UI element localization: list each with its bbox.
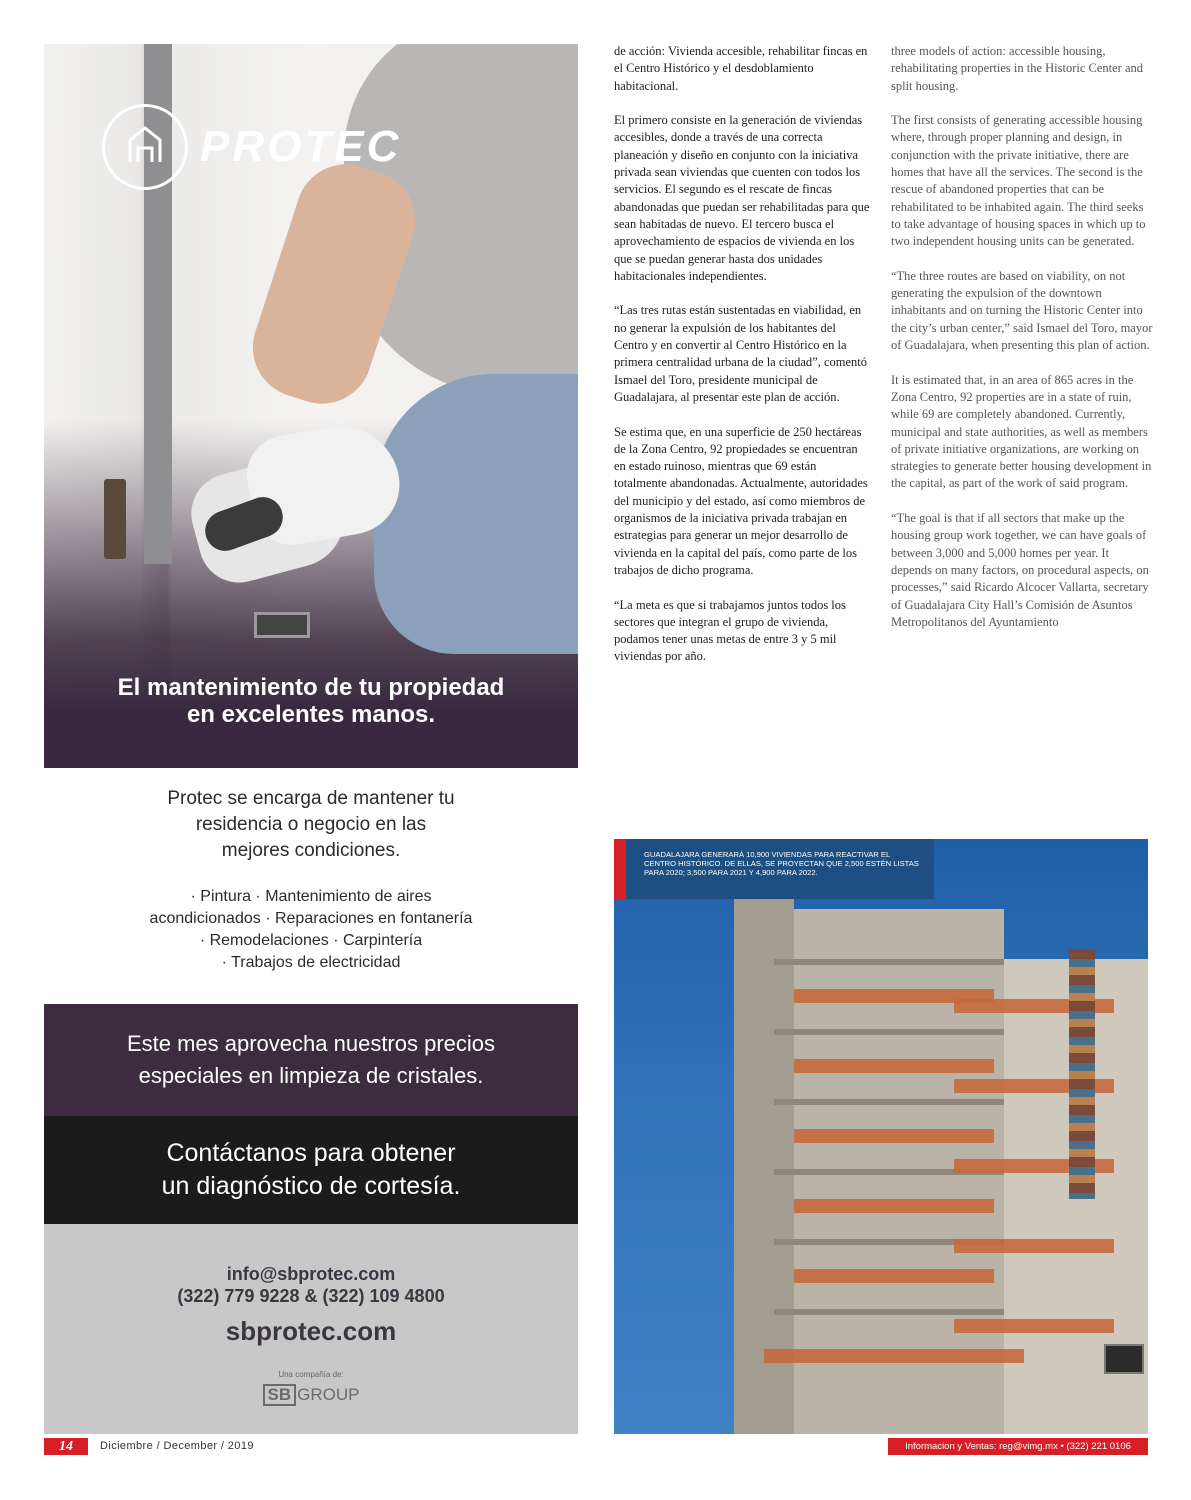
ad-phones: (322) 779 9228 & (322) 109 4800 — [177, 1286, 445, 1306]
protec-logo — [102, 104, 401, 190]
protec-advertisement — [44, 44, 578, 1434]
paragraph: El primero consiste en la generación de viviendas accesibles, donde a través de una correcta planeación y diseño en conjunto con la iniciativa privada sean viviendas que cuenten con todos los servicios. El segundo es el rescate de fincas abandonadas que puedan ser rehabilitadas para que sean habitadas de nuevo. El tercero busca el aprovechamiento de espacios de vivienda en los que se puedan generar hasta dos unidades habitacionales independientes. — [614, 113, 870, 283]
ad-email[interactable]: info@sbprotec.com — [226, 1264, 396, 1284]
issue-date: Diciembre / December / 2019 — [100, 1440, 254, 1452]
ad-intro-text: Protec se encarga de mantener tu residencia o negocio en las mejores condiciones. — [167, 788, 455, 861]
page-number: 14 — [44, 1438, 88, 1455]
paragraph: three models of action: accessible housing, rehabilitating properties in the Historic Center and split housing. — [891, 44, 1144, 93]
sb-group-logo: SB GROUP — [44, 1384, 578, 1406]
ad-cta-band: Contáctanos para obtener un diagnóstico de cortesía. — [44, 1116, 578, 1224]
ad-services-list: · Pintura · Mantenimiento de aires acondicionados · Reparaciones en fontanería · Remodelaciones · Carpintería · Trabajos de electricidad — [149, 888, 473, 971]
photo-caption-box — [614, 839, 934, 899]
article-column-spanish — [614, 43, 872, 683]
brand-name: PROTEC — [200, 122, 402, 171]
paragraph: It is estimated that, in an area of 865 acres in the Zona Centro, 92 properties are in a state of ruin, while 69 are completely abandoned. Currently, municipal and state authorities, as well as members of private initiative organizations, are working on strategies to generate better housing development in the capital, as part of the work of said program. — [891, 372, 1152, 491]
house-logo-icon — [102, 104, 188, 190]
paragraph: Se estima que, en una superficie de 250 hectáreas de la Zona Centro, 92 propiedades se encuentran en estado ruinoso, mientras que 69 están totalmente abandonadas. Actualmente, autoridades del municipio y del estado, así como miembros de organismos de la iniciativa privada trabajan en estrategias para generar un mejor desarrollo de vivienda en la capital del país, como parte de los trabajos de dicho programa. — [614, 424, 868, 577]
photo-caption: GUADALAJARA GENERARÁ 10,900 VIVIENDAS PARA REACTIVAR EL CENTRO HISTÓRICO. DE ELLAS, SE PROYECTAN QUE 2,500 ESTÉN LISTAS PARA 2020; 3,500 PARA 2021 Y 4,900 PARA 2022. — [644, 850, 919, 877]
sales-contact-bar: Informacion y Ventas: reg@vimg.mx • (322) 221 0106 — [888, 1438, 1148, 1455]
paragraph: The first consists of generating accessible housing where, through proper planning and design, in conjunction with the private initiative, there are homes that have all the services. The second is the rescue of abandoned properties that can be rehabilitated to be inhabited again. The third seeks to take advantage of housing spaces in which up to two independent housing units can be generated. — [891, 113, 1146, 249]
ad-company-label: Una compañía de: — [278, 1370, 344, 1379]
ad-website[interactable]: sbprotec.com — [225, 1316, 397, 1346]
ad-promo-band: Este mes aprovecha nuestros precios especiales en limpieza de cristales. — [44, 1004, 578, 1116]
paragraph: “The goal is that if all sectors that make up the housing group work together, we can have goals of between 3,000 and 5,000 homes per year. It depends on many factors, on procedural aspects, on processes,” said Ricardo Alcocer Vallarta, secretary of Guadalajara City Hall’s Comisión de Asuntos Metropolitanos del Ayuntamiento — [891, 511, 1149, 629]
paragraph: “La meta es que si trabajamos juntos todos los sectores que integran el grupo de vivienda, podamos tener unas metas de entre 3 y 5 mil viviendas por año. — [614, 597, 846, 664]
paragraph: “The three routes are based on viability, on not generating the expulsion of the downtown inhabitants and on turning the Historic Center into the city’s urban center,” said Ismael del Toro, mayor of Guadalajara, when presenting this plan of action. — [891, 268, 1153, 353]
mural-column — [1069, 949, 1095, 1199]
paragraph: “Las tres rutas están sustentadas en viabilidad, en no generar la expulsión de los habitantes del Centro y en convertir al Centro Histórico en la primera centralidad urbana de la ciudad”, comentó Ismael del Toro, presidente municipal de Guadalajara, al presentar este plan de acción. — [614, 303, 868, 404]
ad-photo-worker-installing-outlet — [44, 44, 578, 768]
article-column-english — [891, 43, 1153, 648]
ad-headline: El mantenimiento de tu propiedad en excelentes manos. — [117, 674, 505, 728]
building-construction-photo — [614, 839, 1148, 1434]
floodlight — [1104, 1344, 1144, 1374]
paragraph: de acción: Vivienda accesible, rehabilitar fincas en el Centro Histórico y el desdoblamiento habitacional. — [614, 44, 868, 93]
ad-contact-block — [44, 1224, 578, 1434]
